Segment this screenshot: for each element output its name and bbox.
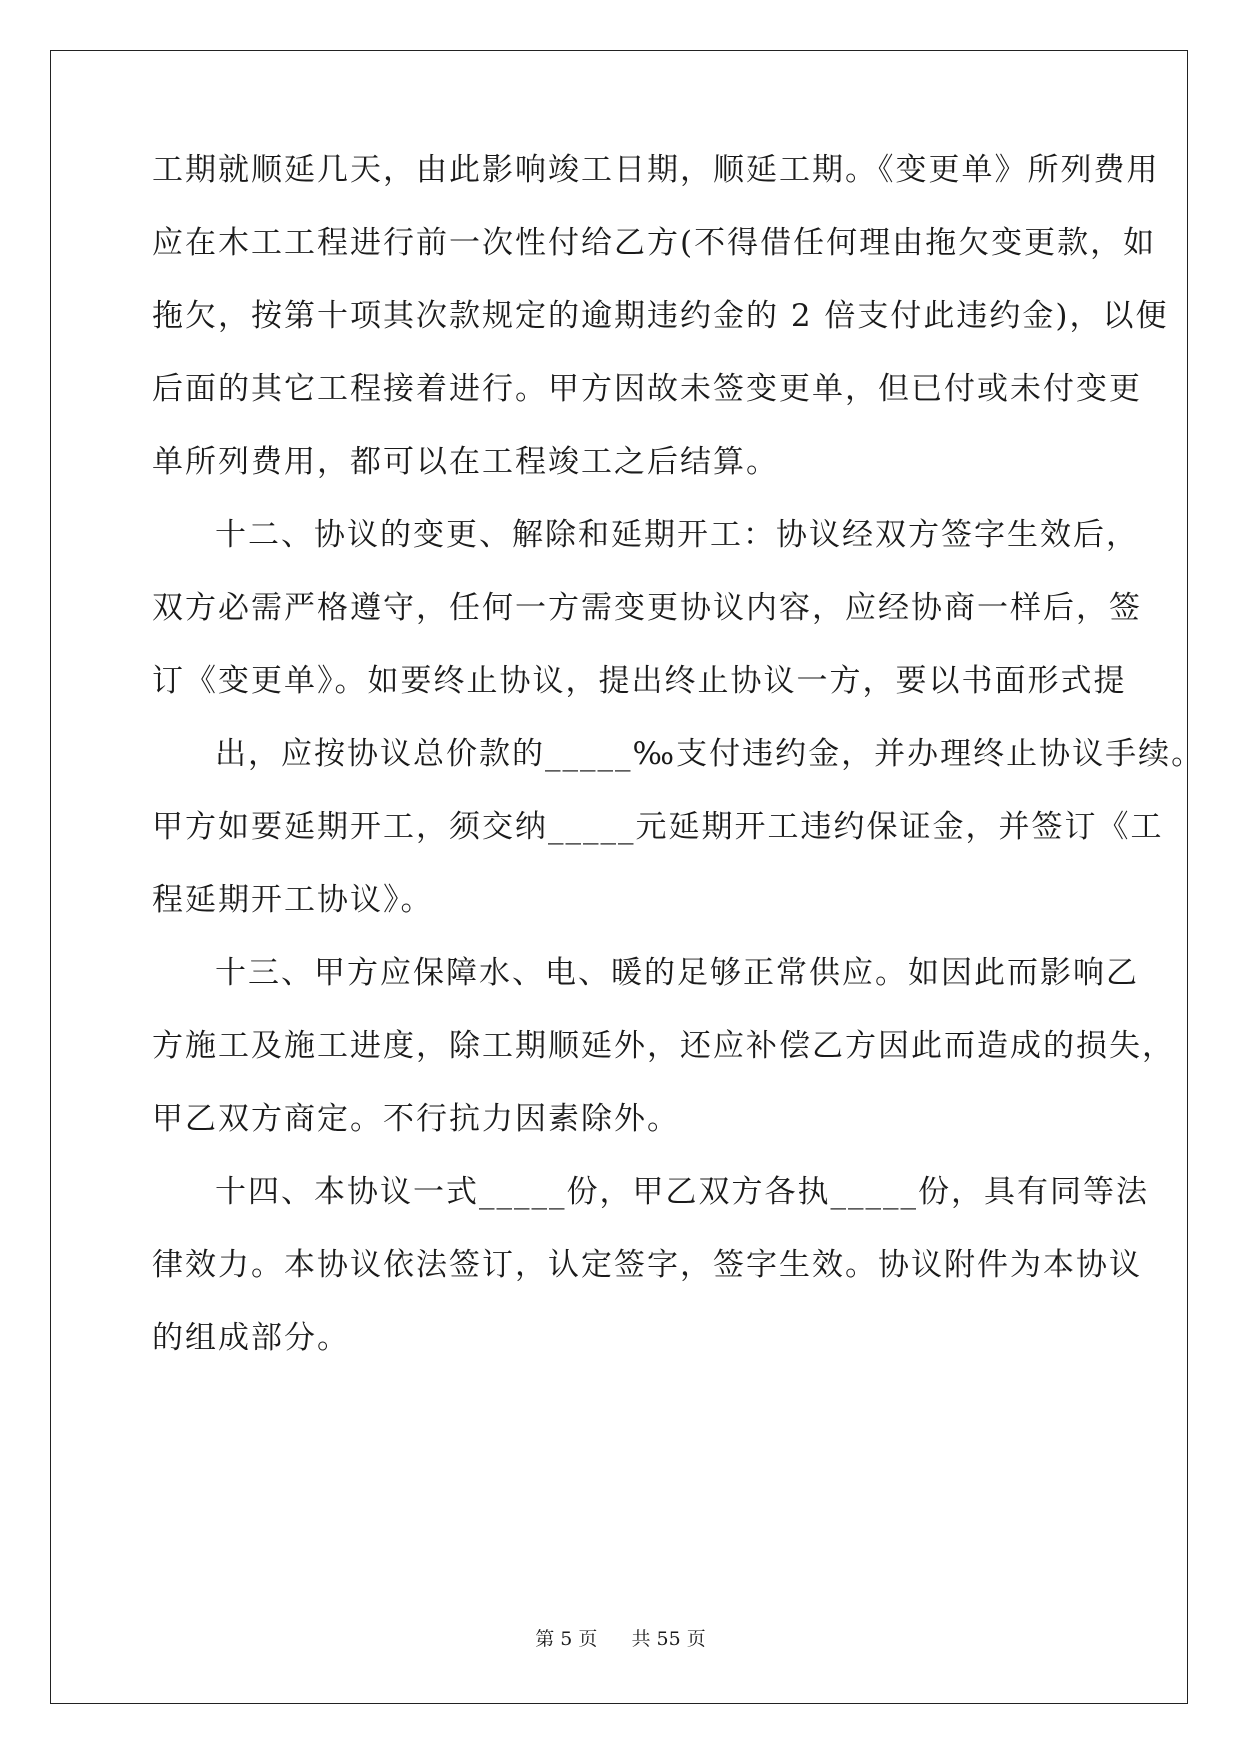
body-line: 单所列费用，都可以在工程竣工之后结算。 [152,444,779,480]
page-total: 共 55 页 [631,1628,706,1650]
body-line: 订《变更单》。如要终止协议，提出终止协议一方，要以书面形式提 [152,663,1127,699]
paragraph-first-line: 十四、本协议一式_____份，甲乙双方各执_____份，具有同等法 [215,1174,1149,1210]
body-line: 应在木工工程进行前一次性付给乙方(不得借任何理由拖欠变更款，如 [152,225,1157,261]
paragraph-first-line: 十三、甲方应保障水、电、暖的足够正常供应。如因此而影响乙 [215,955,1139,991]
body-line: 的组成部分。 [152,1320,350,1356]
body-line: 甲乙双方商定。不行抗力因素除外。 [152,1101,680,1137]
body-line: 双方必需严格遵守，任何一方需变更协议内容，应经协商一样后，签 [152,590,1142,626]
paragraph-first-line: 十二、协议的变更、解除和延期开工：协议经双方签字生效后， [215,517,1139,553]
body-line: 程延期开工协议》。 [152,882,434,918]
body-line: 方施工及施工进度，除工期顺延外，还应补偿乙方因此而造成的损失， [152,1028,1175,1064]
body-line: 出，应按协议总价款的_____‰支付违约金，并办理终止协议手续。 [215,736,1205,772]
body-line: 后面的其它工程接着进行。甲方因故未签变更单，但已付或未付变更 [152,371,1142,407]
body-line: 律效力。本协议依法签订，认定签字，签字生效。协议附件为本协议 [152,1247,1142,1283]
body-line: 甲方如要延期开工，须交纳_____元延期开工违约保证金，并签订《工 [152,809,1164,845]
page-number: 第 5 页 [535,1628,598,1650]
page-footer [0,1627,1241,1651]
body-line: 工期就顺延几天，由此影响竣工日期，顺延工期。《变更单》所列费用 [152,152,1160,188]
body-line: 拖欠，按第十项其次款规定的逾期违约金的 2 倍支付此违约金)，以便 [152,298,1169,334]
